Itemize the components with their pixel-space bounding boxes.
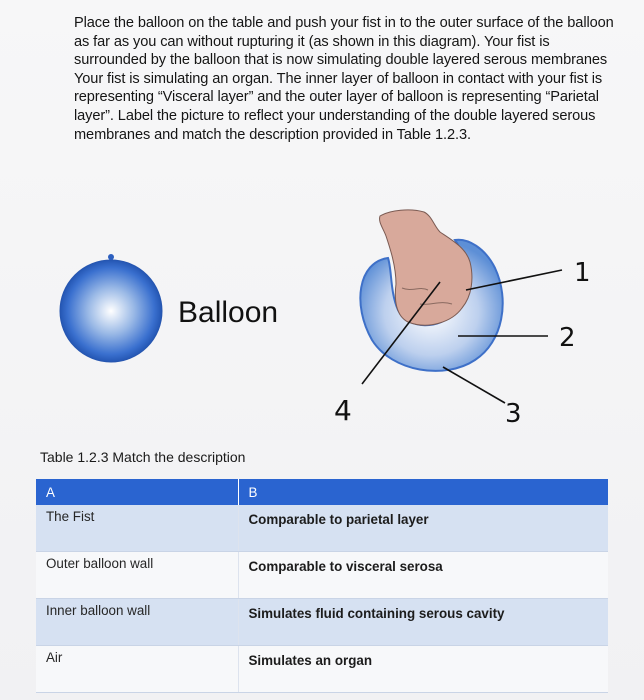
table-cell-b: Comparable to parietal layer bbox=[238, 505, 608, 552]
table-cell-a: Inner balloon wall bbox=[36, 599, 238, 646]
diagram-label-1: 1 bbox=[574, 258, 591, 288]
column-header-b: B bbox=[238, 479, 608, 505]
table-caption: Table 1.2.3 Match the description bbox=[40, 449, 246, 465]
table-cell-b: Comparable to visceral serosa bbox=[238, 552, 608, 599]
table-cell-a: The Fist bbox=[36, 505, 238, 552]
table-cell-a: Air bbox=[36, 646, 238, 693]
fist-balloon-diagram bbox=[360, 210, 562, 403]
balloon-label: Balloon bbox=[178, 296, 279, 329]
table-header-row bbox=[36, 479, 608, 505]
table-row bbox=[36, 599, 608, 646]
match-table bbox=[36, 479, 608, 693]
table-cell-a: Outer balloon wall bbox=[36, 552, 238, 599]
diagram-label-2: 2 bbox=[559, 323, 576, 353]
table-cell-b: Simulates an organ bbox=[238, 646, 608, 693]
column-header-a: A bbox=[36, 479, 238, 505]
table-cell-b: Simulates fluid containing serous cavity bbox=[238, 599, 608, 646]
table-row bbox=[36, 552, 608, 599]
table-row bbox=[36, 646, 608, 693]
balloon-icon bbox=[60, 254, 162, 362]
diagram-label-3: 3 bbox=[505, 399, 522, 429]
instructions-text: Place the balloon on the table and push your fist in to the outer surface of the balloon as far as you can without rupturing it (as shown in this diagram). Your fist is surrounded by the balloon that is now simulating double layered serous membranes Your fist is simulating an organ. The inner layer of balloon in contact with your fist is representing “Visceral layer” and the outer layer of balloon is representing “Parietal layer”. Label the picture to reflect your understanding of the double layered serous membranes and match the description provided in Table 1.2.3. bbox=[74, 15, 614, 143]
diagram-label-4: 4 bbox=[334, 394, 352, 427]
table-row bbox=[36, 505, 608, 552]
